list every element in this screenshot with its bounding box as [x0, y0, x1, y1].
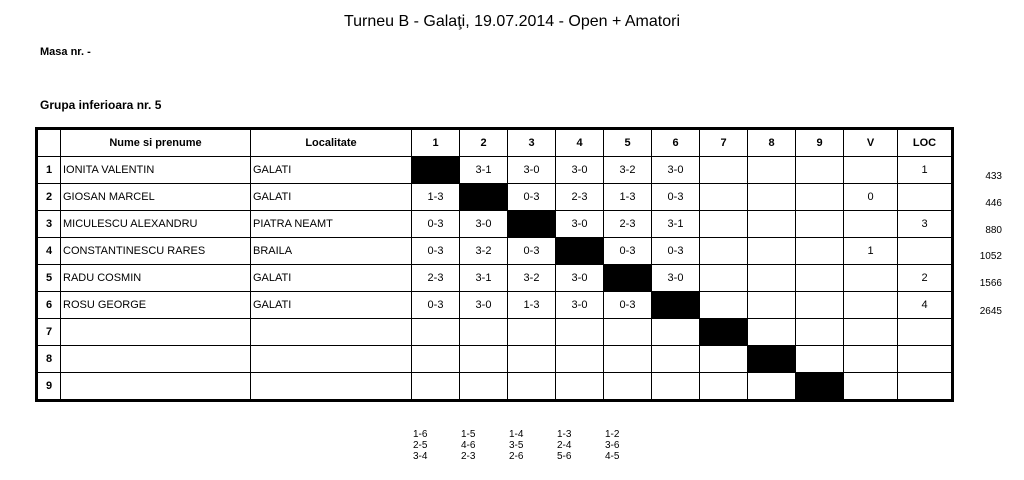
- score-cell: 3-1: [460, 265, 508, 292]
- player-locality: GALATI: [251, 265, 412, 292]
- score-cell: 3-1: [652, 211, 700, 238]
- score-cell: [556, 346, 604, 373]
- row-number: 3: [38, 211, 61, 238]
- table-row: [38, 211, 952, 238]
- place-cell: [898, 346, 952, 373]
- header-col-9: 9: [796, 130, 844, 157]
- score-cell: [412, 346, 460, 373]
- score-cell: [748, 238, 796, 265]
- score-cell: [700, 292, 748, 319]
- score-cell: 3-0: [556, 265, 604, 292]
- score-cell: [748, 292, 796, 319]
- victories-cell: [844, 265, 898, 292]
- schedule-match: 1-2: [605, 429, 620, 440]
- table-row: [38, 157, 952, 184]
- score-cell: [796, 238, 844, 265]
- score-cell: [508, 319, 556, 346]
- score-cell: [796, 292, 844, 319]
- header-blank: [38, 130, 61, 157]
- row-number: 2: [38, 184, 61, 211]
- victories-cell: [844, 292, 898, 319]
- score-cell: [748, 373, 796, 400]
- victories-cell: 0: [844, 184, 898, 211]
- score-cell: [796, 346, 844, 373]
- score-cell: 3-0: [460, 211, 508, 238]
- schedule-round: [509, 429, 557, 462]
- diagonal-cell: [556, 238, 604, 265]
- score-cell: 0-3: [412, 238, 460, 265]
- schedule-match: 1-4: [509, 429, 524, 440]
- score-cell: 2-3: [604, 211, 652, 238]
- side-number: 1566: [979, 278, 1002, 289]
- score-cell: [700, 238, 748, 265]
- score-cell: [796, 265, 844, 292]
- score-cell: [748, 157, 796, 184]
- score-cell: [748, 211, 796, 238]
- header-name: Nume si prenume: [61, 130, 251, 157]
- schedule-round: [413, 429, 461, 462]
- player-name: RADU COSMIN: [61, 265, 251, 292]
- diagonal-cell: [652, 292, 700, 319]
- score-cell: 3-0: [652, 157, 700, 184]
- place-cell: 3: [898, 211, 952, 238]
- score-cell: [556, 373, 604, 400]
- score-cell: 0-3: [604, 292, 652, 319]
- score-cell: 1-3: [412, 184, 460, 211]
- player-name: IONITA VALENTIN: [61, 157, 251, 184]
- place-cell: [898, 319, 952, 346]
- victories-cell: [844, 373, 898, 400]
- score-cell: 1-3: [604, 184, 652, 211]
- score-cell: [700, 346, 748, 373]
- player-name: ROSU GEORGE: [61, 292, 251, 319]
- schedule-match: 5-6: [557, 451, 572, 462]
- score-cell: [412, 373, 460, 400]
- score-cell: 3-0: [556, 157, 604, 184]
- header-col-5: 5: [604, 130, 652, 157]
- schedule-round: [557, 429, 605, 462]
- score-cell: 0-3: [652, 184, 700, 211]
- row-number: 8: [38, 346, 61, 373]
- score-cell: [460, 319, 508, 346]
- player-name: CONSTANTINESCU RARES: [61, 238, 251, 265]
- score-cell: [700, 157, 748, 184]
- score-cell: 0-3: [508, 238, 556, 265]
- schedule-round: [461, 429, 509, 462]
- schedule-match: 1-5: [461, 429, 476, 440]
- player-locality: BRAILA: [251, 238, 412, 265]
- score-cell: [460, 373, 508, 400]
- score-cell: [652, 346, 700, 373]
- header-col-2: 2: [460, 130, 508, 157]
- score-cell: 3-2: [460, 238, 508, 265]
- score-cell: [652, 319, 700, 346]
- victories-cell: [844, 346, 898, 373]
- diagonal-cell: [796, 373, 844, 400]
- header-col-7: 7: [700, 130, 748, 157]
- document-title: Turneu B - Galaţi, 19.07.2014 - Open + Amatori: [343, 13, 681, 30]
- score-cell: 3-0: [652, 265, 700, 292]
- row-number: 4: [38, 238, 61, 265]
- player-name: [61, 319, 251, 346]
- header-col-6: 6: [652, 130, 700, 157]
- side-number: 880: [985, 225, 1002, 236]
- score-cell: 2-3: [412, 265, 460, 292]
- place-cell: 4: [898, 292, 952, 319]
- schedule-match: 3-4: [413, 451, 428, 462]
- header-place: LOC: [898, 130, 952, 157]
- score-cell: 0-3: [412, 292, 460, 319]
- diagonal-cell: [604, 265, 652, 292]
- schedule-match: 1-6: [413, 429, 428, 440]
- player-locality: GALATI: [251, 184, 412, 211]
- schedule-match: 2-6: [509, 451, 524, 462]
- schedule-match: 1-3: [557, 429, 572, 440]
- score-cell: 3-0: [460, 292, 508, 319]
- player-name: GIOSAN MARCEL: [61, 184, 251, 211]
- player-locality: GALATI: [251, 157, 412, 184]
- header-col-4: 4: [556, 130, 604, 157]
- score-cell: [508, 346, 556, 373]
- side-number: 446: [985, 198, 1002, 209]
- table-row: [38, 346, 952, 373]
- place-cell: [898, 373, 952, 400]
- score-cell: [556, 319, 604, 346]
- score-cell: 0-3: [604, 238, 652, 265]
- table-row: [38, 292, 952, 319]
- schedule-match: 4-6: [461, 440, 476, 451]
- score-cell: [604, 373, 652, 400]
- score-cell: 3-0: [508, 157, 556, 184]
- score-cell: [508, 373, 556, 400]
- player-locality: PIATRA NEAMT: [251, 211, 412, 238]
- header-col-3: 3: [508, 130, 556, 157]
- score-cell: [700, 184, 748, 211]
- header-col-1: 1: [412, 130, 460, 157]
- score-cell: 1-3: [508, 292, 556, 319]
- score-cell: [796, 184, 844, 211]
- table-row: [38, 373, 952, 400]
- diagonal-cell: [412, 157, 460, 184]
- side-number: 2645: [979, 306, 1002, 317]
- schedule-match: 2-4: [557, 440, 572, 451]
- victories-cell: 1: [844, 238, 898, 265]
- player-name: [61, 373, 251, 400]
- table-row: [38, 184, 952, 211]
- header-victories: V: [844, 130, 898, 157]
- score-cell: 0-3: [508, 184, 556, 211]
- group-title: Grupa inferioara nr. 5: [40, 98, 162, 112]
- player-name: MICULESCU ALEXANDRU: [61, 211, 251, 238]
- match-schedule: [413, 429, 653, 462]
- player-locality: [251, 373, 412, 400]
- player-name: [61, 346, 251, 373]
- schedule-match: 2-5: [413, 440, 428, 451]
- place-cell: 1: [898, 157, 952, 184]
- header-col-8: 8: [748, 130, 796, 157]
- schedule-match: 3-6: [605, 440, 620, 451]
- row-number: 6: [38, 292, 61, 319]
- score-cell: 3-2: [508, 265, 556, 292]
- score-cell: [604, 346, 652, 373]
- player-locality: GALATI: [251, 292, 412, 319]
- score-cell: [652, 373, 700, 400]
- table-row: [38, 265, 952, 292]
- score-cell: [748, 319, 796, 346]
- diagonal-cell: [508, 211, 556, 238]
- place-cell: [898, 238, 952, 265]
- header-locality: Localitate: [251, 130, 412, 157]
- score-cell: [796, 211, 844, 238]
- diagonal-cell: [460, 184, 508, 211]
- row-number: 1: [38, 157, 61, 184]
- place-cell: [898, 184, 952, 211]
- place-cell: 2: [898, 265, 952, 292]
- schedule-match: 3-5: [509, 440, 524, 451]
- score-cell: [748, 265, 796, 292]
- score-cell: [700, 373, 748, 400]
- schedule-match: 2-3: [461, 451, 476, 462]
- table-number-label: Masa nr. -: [40, 46, 91, 58]
- table-row: [38, 319, 952, 346]
- score-cell: [604, 319, 652, 346]
- score-cell: 3-2: [604, 157, 652, 184]
- score-cell: [700, 211, 748, 238]
- diagonal-cell: [700, 319, 748, 346]
- header-row: [38, 130, 952, 157]
- score-cell: [412, 319, 460, 346]
- player-locality: [251, 346, 412, 373]
- score-cell: [460, 346, 508, 373]
- victories-cell: [844, 211, 898, 238]
- side-number: 433: [985, 171, 1002, 182]
- score-cell: [700, 265, 748, 292]
- schedule-match: 4-5: [605, 451, 620, 462]
- table-row: [38, 238, 952, 265]
- player-locality: [251, 319, 412, 346]
- score-cell: 2-3: [556, 184, 604, 211]
- score-cell: 0-3: [652, 238, 700, 265]
- score-cell: 0-3: [412, 211, 460, 238]
- schedule-round: [605, 429, 653, 462]
- score-cell: 3-1: [460, 157, 508, 184]
- results-table: [37, 129, 952, 400]
- score-cell: [748, 184, 796, 211]
- row-number: 9: [38, 373, 61, 400]
- row-number: 5: [38, 265, 61, 292]
- score-cell: 3-0: [556, 211, 604, 238]
- score-cell: 3-0: [556, 292, 604, 319]
- victories-cell: [844, 319, 898, 346]
- score-cell: [796, 319, 844, 346]
- diagonal-cell: [748, 346, 796, 373]
- row-number: 7: [38, 319, 61, 346]
- side-number: 1052: [979, 251, 1002, 262]
- score-cell: [796, 157, 844, 184]
- victories-cell: [844, 157, 898, 184]
